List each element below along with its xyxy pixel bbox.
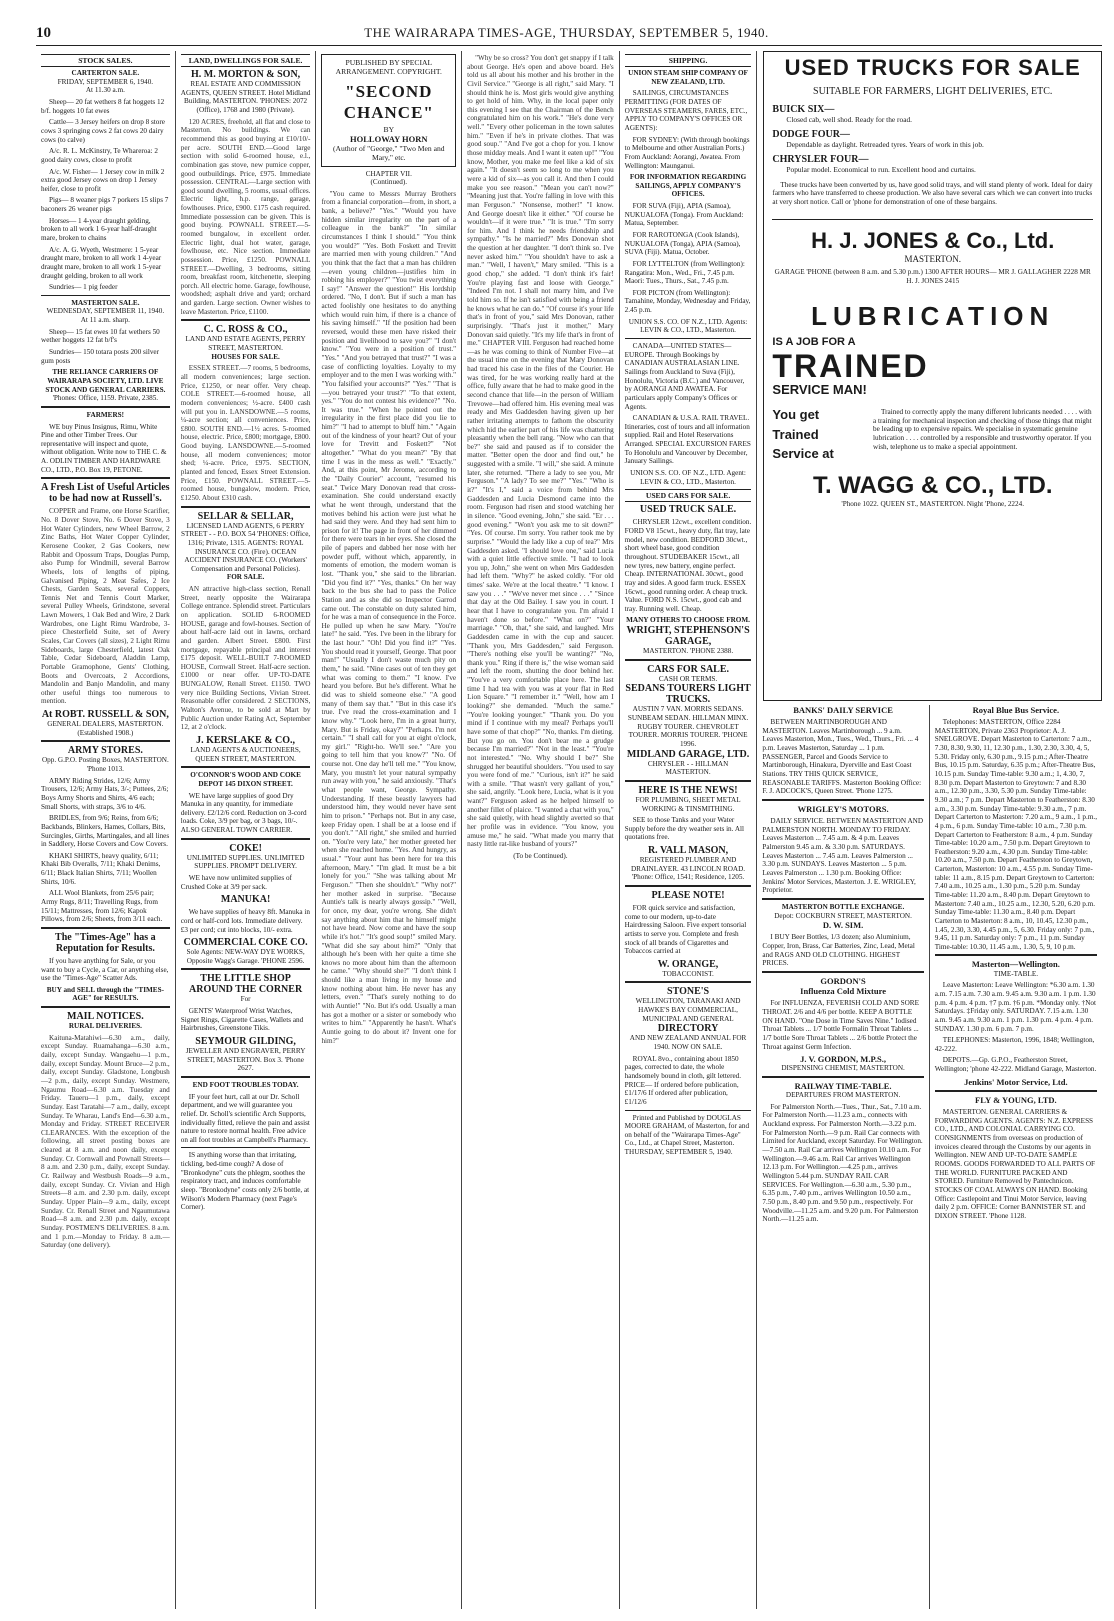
- lubrication-title: LUBRICATION: [811, 301, 1055, 332]
- many-others: MANY OTHERS TO CHOOSE FROM.: [626, 616, 750, 625]
- directory-title: DIRECTORY: [657, 1023, 719, 1035]
- column-stock-sales: [36, 51, 176, 1609]
- manuka-text: We have supplies of heavy 8ft. Manuka in cord or half-cord lots. Immediate delivery. £3 per cord; cut into blocks, 10/- extra.: [180, 908, 310, 934]
- influenza-heading: Influenza Cold Mixture: [800, 986, 886, 997]
- coke-text: WE have now unlimited supplies of Crushed Coke at 3/9 per sack.: [180, 874, 292, 891]
- divider: [762, 898, 923, 900]
- service-man: SERVICE MAN!: [772, 381, 867, 397]
- royal-blue-bus: Royal Blue Bus Service.: [972, 705, 1060, 715]
- coke-heading: COKE!: [229, 842, 262, 854]
- right-lower-right: [930, 705, 1102, 1609]
- column-land-dwellings: [176, 51, 317, 1609]
- mail-notices-text: Kaituna-Matahiwi—6.30 a.m., daily, except Sunday. Ruamahanga—6.30 a.m., daily, except Sunday. Wangaehu—1 p.m., daily, except Sunday. Mount Bruce—2 p.m., daily, except Sunday. Gladstone, Longbush—2 p.m., daily, except Sunday. Westmere, Ngaumu Road—6.30 a.m. Tuesday and Friday. Taueru—1 p.m., daily, except Sunday. East Taratahi—7 a.m., daily, except Sunday. Te Wharau, Land's End—6.30 a.m., Monday and Friday. STREET RECEIVER CLEARANCES. With the exception of the following, all street posting boxes are cleared at 8 a.m. and noon daily, except Sunday. Cr. Cornwall and Pownall Streets—8 a.m. and 2.30 p.m., daily, except Sunday. Cr. Railway and Westbush Roads—9 a.m., daily, except Sunday. Cr. Vivian and High Streets—8 a.m. and 2.30 p.m. daily, except Sunday. Upper Plain—9 a.m., daily, except Sunday. Cr. Renall Street and Ngaumutawa Road—8 a.m. and 2.30 p.m. daily, except Sunday. POSTMEN'S DELIVERIES. 8 a.m. and 1 p.m.—Monday to Friday. 8 a.m.—Saturday (one delivery).: [41, 1033, 170, 1250]
- times-age-text: If you have anything for Sale, or you want to buy a Cycle, a Car, or anything else, use the "Times-Age" Scatter Ads.: [41, 956, 169, 983]
- jones-phones: GARAGE 'PHONE (between 8 a.m. and 5.30 p.m.) 1300 AFTER HOURS— MR J. GALLAGHER 2228 MR H. J. JONES 2415: [774, 267, 1091, 285]
- used-trucks-advert: [763, 51, 1102, 701]
- divider: [41, 295, 170, 296]
- shipping-heading: SHIPPING.: [625, 54, 752, 67]
- wrigleys-motors: WRIGLEY'S MOTORS.: [797, 803, 889, 814]
- buick-heading: BUICK SIX—: [772, 104, 835, 116]
- stones-sub: WELLINGTON, TARANAKI AND HAWKE'S BAY COMMERCIAL, MUNICIPAL AND GENERAL: [635, 997, 741, 1023]
- carterton-date: FRIDAY, SEPTEMBER 6, 1940.: [57, 77, 154, 86]
- times-age-buy: BUY and SELL through the "TIMES-AGE" for RESULTS.: [46, 985, 164, 1003]
- car-list: AUSTIN 7 VAN. MORRIS SEDANS. SUNBEAM SEDAN. HILLMAN MINX. RUGBY TOURER. CHEVROLET TOURER. MORRIS TOURER. 'PHONE 1996.: [627, 705, 749, 748]
- published-by: PUBLISHED BY SPECIAL ARRANGEMENT. COPYRIGHT.: [335, 58, 442, 77]
- printed-by: Printed and Published by DOUGLAS MOORE GRAHAM, of Masterton, for and on behalf of the "Wairarapa Times-Age" Co., Ltd., at Chapel Street, Masterton. THURSDAY, SEPTEMBER 5, 1940.: [624, 1113, 750, 1157]
- gordons-heading: GORDON'S: [820, 975, 866, 986]
- divider: [41, 740, 170, 742]
- right-inner: [757, 51, 1102, 1609]
- union-sailings: SAILINGS, CIRCUMSTANCES PERMITTING (FOR DATES OF OVERSEAS STEAMERS, FARES, ETC., APPLY TO COMPANY'S OFFICES OR AGENTS):: [624, 89, 748, 132]
- railway-timetable: RAILWAY TIME-TABLE.: [794, 1080, 892, 1091]
- serial-title: "SECOND CHANCE": [343, 82, 434, 122]
- kerslake-name: J. KERSLAKE & CO.,: [196, 734, 296, 746]
- divider: [41, 477, 170, 479]
- sellar-listings: AN attractive high-class section, Renall Street, nearly opposite the Wairarapa College entrance. Splendid street. Particulars on application. SOLID 6-ROOMED HOUSE, garage and fowl-houses. Section of about half-acre laid out in lawns, orchard and garden. Albert Street. £800. First mortgage, repayable principal and interest £175 deposit. WELL-BUILT 7-ROOMED HOUSE, Cornwall Street. Half-acre section. £1000 or near offer. UP-TO-DATE BUNGALOW, Renall Street. £1150. TWO very nice Building Sections, Vivian Street. Reasonable offer considered. 2 SECTIONS, Walton's Avenue, to be sold at Mart by Public Auction under Rating Act, September 12, at 2 o'clock.: [180, 585, 311, 732]
- sim-name: D. W. SIM.: [822, 920, 864, 931]
- serial-story-part-2: "Why be so cross? You don't get snappy if I talk about George. He's open and above board. He's told us all about his mother and his brother in the Civil Service." "George is all right," said Mary. "I should think he is. Most girls would give anything to get hold of him. Why, in the local paper only this evening I see that the Chairman of the Bench congratulated him on his work." "He's done very well." "Every other policeman in the town salutes him." "Even if he's in private clothes. That was good soup." "And I've got a chop for you. I know those midday meals. And I want it eaten up!" "You know, Mother, you make me feel like a kid of six again." "It doesn't seem so long to me when you were a kid of six—as you call it. And then I could make you see reason." "Mean you can't now?" "Meaning just that. You're falling in love with this man Ferguson." "Nonsense, mother!" "I know. And George doesn't like it either." "Of course he wouldn't—if it were true." "It is true." "I'm sorry for him. And I think he needs friendship and sympathy." "Is he married?" Mrs Donovan shot the question at her daughter. "I don't think so. I've never asked him." "You shouldn't have to ask a man." "Well, I haven't," Mary smiled. "This is a good chop," she added. "I don't think it's fair! You're playing fast and loose with George." "Indeed I'm not. I shall not marry him, and I've told him so. If he isn't satisfied with being a friend he knows what he can do." "Of course it's your life that's in front of you," said Mrs Donovan, rather surprisingly. "That's just it mother," Mary Donovan said quietly. "It's my life that's in front of me." CHAPTER VIII. Ferguson had reached home—as he was coming to think of Number Five—at the usual time on the evening that Mary Donovan had traced his case in the files of the Courier. He was tired, for he was working really hard at the office, fully aware that he had to make good in the second chance that life—in the person of William Trevowe—had offered him. His evening meal was ready and Mrs Gaddesden having given up her rather irritating attempts to fathom the obscurity which hid the earlier part of his life was chattering pleasantly when the bell rang. "Now who can that be?" she said and paused as if to consider the matter. "Better open the door and find out," he suggested with a smile. "I will," she said. A minute later, she returned. "There a lady to see you, Mr Ferguson." "A lady? To see me?" "Yes." "Who is it?" "It's I," said a voice from behind Mrs Gaddesden and Lucia Desmond came into the room. Ferguson had risen and stood watching her in silence. "Good evening, John," she said. "Er . . . good evening." "Won't you ask me to sit down?" "Yes. Of course. I'm sorry. You rather took me by surprise." "Would the lady like a cup of tea?" Mrs Gaddesden asked. "I should love one," said Lucia with a quiet little effective smile. "I had to look you up, John," she went on when Mrs Gaddesden had left them. "Why?" he asked coldly. "For old times' sake. We're at the local theatre." "I know. I saw you . . ." "We've never met since . . ." "Since that day at the Old Bailey. I saw you in court. I hear that I have to congratulate you. I'm afraid I haven't done so before." "What on?" "Your marriage." "Oh, that," she said, and laughed. Mrs Gaddesden came in with the cup and saucer. "Thank you, Mrs Gaddesden," said Ferguson. "There's nothing else you'll be wanting?" "No, thank you." Ring if there is," the wise woman said and left the room, shutting the door behind her. "You've a very comfortable place here. The last time I had tea with you was at your flat in Red Lion Square." "I remember it." "Well, how am I looking?" she demanded. "Much the same." "You're looking younger." "Thank you. Do you mind if I continue with my meal? Perhaps you'll have some of that chop?" "No, thanks. I'm dieting. But you go on. You don't bear me a grudge because I'm married?" "Not in the least." "You're not interested." "No. Why should I be?" She shrugged her beautiful shoulders. "You used to say you were fond of me." "Curious, isn't it?" he said with a smile. "That wasn't very gallant of you," she said, angrily. "Look here, Lucia, what is it you want?" Ferguson asked as he helped himself to another fillet of plaice. "I wanted a chat with you," she said quietly, with head slightly averted so that her profile was in evidence. "You know, you amuse me," he said. "What made you marry that nasty little rat-like husband of yours?": [467, 54, 614, 849]
- hairdressing-text: FOR quick service and satisfaction, come to our modern, up-to-date Hairdressing Saloon. Five expert tonsorial artists to serve you. Complete and fresh stock of all brands of Cigarettes and Tobaccos carried at: [624, 903, 747, 956]
- carterton-time: At 11.30 a.m.: [85, 86, 125, 95]
- divider: [762, 799, 923, 801]
- right-lower-left: [757, 705, 929, 1609]
- telephones: TELEPHONES: Masterton, 1996, 1848; Wellington, 42-222.: [934, 1036, 1095, 1053]
- fly-young-text: MASTERTON. GENERAL CARRIERS & FORWARDING AGENTS. AGENTS: N.Z. EXPRESS CO., LTD., AND COLONIAL CARRYING CO. CONSIGNMENTS from overseas on production of invoices cleared through the Customs by our agents in Wellington. NEW AND UP-TO-DATE SAMPLE ROOMS. GOODS FORWARDED TO ALL PARTS OF THE WORLD. FURNITURE PACKED AND STORED. Furniture Removed by Pantechnicon. STOCKS OF COAL ALWAYS ON HAND. Booking Office: Castlepoint and Tinui Motor Service, leaving daily 2 p.m. OFFICE: Corner BANNISTER ST. and DIXON STREET. 'Phone 1128.: [934, 1108, 1096, 1220]
- divider: [762, 971, 923, 973]
- union-steam-ship: UNION STEAM SHIP COMPANY OF NEW ZEALAND, LTD.: [628, 69, 748, 86]
- divider: [41, 1006, 170, 1008]
- railway-sub: DEPARTURES FROM MASTERTON.: [785, 1091, 901, 1100]
- directory-text: ROYAL 8vo., containing about 1850 pages, corrected to date, the whole handsomely bound in cloth, gilt lettered. PRICE— If ordered before publication, £1/17/6 If ordered after publication, £1/12/6: [624, 1054, 742, 1106]
- account-wyeth: A/c. A. G. Wyeth, Westmere: 1 5-year draught mare, broken to all work 1 4-year draught mare, broken to all work 1 5-year draught gelding, broken to all work: [41, 245, 162, 280]
- kerslake-sub: LAND AGENTS & AUCTIONEERS, QUEEN STREET, MASTERTON.: [190, 745, 301, 763]
- trained-word: TRAINED: [772, 347, 929, 384]
- time-table-label: TIME-TABLE.: [993, 969, 1039, 978]
- used-trucks-title: USED TRUCKS FOR SALE: [784, 55, 1081, 80]
- jv-gordon-sub: DISPENSING CHEMIST, MASTERTON.: [781, 1064, 905, 1073]
- rarotonga-sailings: FOR RAROTONGA (Cook Islands), NUKUALOFA (Tonga), APIA (Samoa), SUVA (Fiji). Matua, October.: [624, 231, 741, 257]
- to-be-continued: (To be Continued).: [513, 851, 568, 860]
- account-fisher: A/c. W. Fisher— 1 Jersey cow in milk 2 extra good Jersey cows on drop 1 Jersey heifer, close to profit: [41, 167, 165, 193]
- chrysler-desc: Popular model. Economical to run. Excellent hood and curtains.: [786, 164, 976, 174]
- little-shop-heading: THE LITTLE SHOP AROUND THE CORNER: [189, 973, 303, 996]
- divider: [181, 1147, 311, 1148]
- sydney-sailings: FOR SYDNEY: (With through bookings to Melbourne and other Australian Ports.) From Auckland: Aorangi, Awatea. From Wellington: Maunganui.: [624, 135, 750, 170]
- account-mckinstry: A/c. R. L. McKinstry, Te Whareroa: 2 good dairy cows, close to profit: [41, 147, 158, 164]
- jones-name: H. J. JONES & Co., Ltd.: [772, 219, 1093, 254]
- sellar-name: SELLAR & SELLAR,: [197, 510, 294, 522]
- stock-sales-heading: STOCK SALES.: [41, 54, 170, 67]
- bridles-text: BRIDLES, from 9/6; Reins, from 6/6; Backbands, Blinkers, Hames, Collars, Bits, Surcingles, Girths, Martingales, and all lines in Saddlery, Horse Covers and Cow Covers.: [41, 814, 170, 849]
- sedans-tourers: SEDANS TOURERS LIGHT TRUCKS.: [625, 683, 751, 706]
- houses-heading: HOUSES FOR SALE.: [211, 352, 280, 361]
- railway-text: For Palmerston North.—Tues., Thur., Sat., 7.10 a.m. For Palmerston North.—11.23 a.m., connects with Auckland express. For Palmerston North.—3.22 p.m. For Palmerston North.—9 p.m. Rail Car connects with Limited for Auckland, except Saturday. For Wellington.—7.50 a.m. Rail Car arrives Wellington 10.10 a.m. For Wellington.—9.46 a.m. Rail Car arrives Wellington 12.13 p.m. For Wellington.—4.25 p.m., arrives Wellington 5.44 p.m. SUNDAY RAIL CAR SERVICES. For Wellington.—6.30 a.m., 5.30 p.m., 6.35 p.m., 7.40 p.m., arrives Wellington 10.50 a.m., 7.50 p.m., 8.40 p.m. and 9.50 p.m., respectively. For Woodville.—11.25 a.m. and 9.20 p.m. For Palmerston North.—11.25 a.m.: [762, 1102, 923, 1224]
- page-number: 10: [36, 25, 51, 41]
- buick-desc: Closed cab, well shod. Ready for the road.: [786, 115, 913, 125]
- khaki-text: KHAKI SHIRTS, heavy quality, 6/11; Khaki Bib Overalls, 7/11; Khaki Denims, 6/11; Black Italian Shirts, 7/11; Woollen Shirts, 10/6.: [41, 851, 161, 886]
- divider: [41, 927, 170, 929]
- gilding-name: SEYMOUR GILDING,: [195, 1036, 296, 1048]
- lubrication-text: Trained to correctly apply the many different lubricants needed . . . . with a training for mechanical inspection and checking of those things that might be leading up to expensive repairs. We specialise in systematic genuine lubrication . . . . controlled by a responsible and trustworthy operator. If you wish, telephone us to make a special appointment.: [873, 408, 1092, 451]
- masterton-wellington-times: Leave Masterton: Leave Wellington: *6.30 a.m. 1.30 a.m. 7.15 a.m. 7.30 a.m. 9.45 a.m. 9.30 a.m. 1 p.m. 1.30 p.m. 4 p.m. 4 p.m. †7 p.m. †6 p.m. *Monday only. †Not Saturdays. ‡Friday only. SATURDAY. 7.15 a.m. 1.30 a.m. 9.45 a.m. 9.30 a.m. 1 p.m. 1.30 p.m. 4 p.m. 4 p.m. SUNDAY. 1.30 p.m. 6 p.m. 7 p.m.: [934, 981, 1096, 1033]
- land-heading: LAND, DWELLINGS FOR SALE.: [181, 54, 311, 67]
- column-serial-1: [316, 51, 462, 1609]
- divider: [625, 659, 752, 661]
- mail-notices-heading: MAIL NOTICES.: [67, 1011, 144, 1023]
- rural-deliveries-heading: RURAL DELIVERIES.: [68, 1022, 142, 1031]
- russell-name: At ROBT. RUSSELL & SON,: [41, 709, 169, 721]
- serial-author: HOLLOWAY HORN: [350, 134, 428, 145]
- manuka-heading: MANUKA!: [220, 894, 271, 906]
- farmers-text: WE buy Pinus Insignus, Rimu, White Pine and other Timber Trees. Our representative will inspect and quote, without obligation. Write now to THE C. & A. ODLIN TIMBER AND HARDWARE CO., LTD., P.O. Box 19, PETONE.: [41, 422, 167, 474]
- wright-sub: MASTERTON. 'PHONE 2388.: [642, 647, 734, 656]
- lubrication-body: [772, 405, 1093, 464]
- cattle-list: Cattle— 3 Jersey heifers on drop 8 store cows 3 springing cows 2 fat cows 20 dairy cows (to calve): [41, 118, 165, 144]
- divider: [625, 1110, 752, 1111]
- masterton-wellington: Masterton—Wellington.: [971, 959, 1060, 970]
- morton-name: H. M. MORTON & SON,: [191, 69, 301, 81]
- masterton-time: At 11 a.m. sharp.: [80, 316, 130, 325]
- used-trucks-subtitle: SUITABLE FOR FARMERS, LIGHT DELIVERIES, ETC.: [813, 86, 1053, 98]
- army-stores-sub: Opp. G.P.O. Posting Boxes, MASTERTON. 'Phone 1013.: [41, 756, 169, 774]
- divider: [935, 1090, 1097, 1092]
- masterton-date: WEDNESDAY, SEPTEMBER 11, 1940.: [46, 307, 165, 316]
- cash-or-terms: CASH OR TERMS.: [658, 674, 718, 683]
- oconnor-heading: O'CONNOR'S WOOD AND COKE DEPOT 145 DIXON STREET.: [190, 771, 301, 788]
- used-truck-sale: USED TRUCK SALE.: [639, 504, 737, 516]
- suva-sailings: FOR SUVA (Fiji), APIA (Samoa), NUKUALOFA (Tonga). From Auckland: Matua, September.: [624, 202, 744, 228]
- reliance-phone: 'Phones: Office, 1159. Private, 2385.: [52, 394, 159, 403]
- divider: [625, 885, 752, 887]
- midland-garage: MIDLAND GARAGE, LTD.: [626, 748, 750, 760]
- army-text: ARMY Riding Strides, 12/6; Army Trousers, 12/6; Army Hats, 3/-; Puttees, 2/6; Boys Army Shorts and Shirts, 4/6 each; Small Shorts, with straps, 3/6 to 4/6.: [41, 776, 169, 811]
- midland-sub: CHRYSLER - - HILLMAN MASTERTON.: [647, 759, 729, 777]
- bottle-exchange: MASTERTON BOTTLE EXCHANGE.: [781, 902, 905, 911]
- blankets-text: ALL Wool Blankets, from 25/6 pair; Army Rugs, 8/11; Travelling Rugs, from 15/11; Mattresses, from 12/6; Kapok Pillows, from 2/6; Sheets, from 3/11 each.: [41, 889, 163, 924]
- lyttelton-sailings: FOR LYTTELTON (from Wellington): Rangatira: Mon., Wed., Fri., 7.45 p.m. Maori: Tues., Thurs., Sat., 7.45 p.m.: [624, 259, 745, 286]
- jv-gordon: J. V. GORDON, M.P.S.,: [800, 1054, 886, 1065]
- gordons-text: For INFLUENZA, FEVERISH COLD AND SORE THROAT. 2/6 and 4/6 per bottle. KEEP A BOTTLE ON HAND. "One Dose in Time Saves Nine." Iodised Throat Tablets ... 1/7 bottle Formalin Throat Tablets ... 1/7 bottle Sore Throat Tablets ... 2/6 bottle Protect the Throat against Germ Infection.: [762, 999, 919, 1051]
- masterton-sale-heading: MASTERTON SALE.: [71, 298, 140, 307]
- divider: [181, 838, 311, 840]
- bronkodyne-text: IS anything worse than that irritating, tickling, bed-time cough? A dose of "Bronkodyne" cuts the phlegm, soothes the respiratory tract, and induces comfortable sleep. "Bronkodyne" costs only 2/6 bottle, at Wilson's Modern Pharmacy (next Page's Corner).: [180, 1151, 310, 1212]
- picton-sailings: FOR PICTON (from Wellington): Tamahine, Monday, Wednesday and Friday, 2.45 p.m.: [624, 288, 751, 315]
- dodge-heading: DODGE FOUR—: [772, 129, 850, 141]
- dodge-desc: Dependable as daylight. Retreaded tyres. Years of work in this job.: [786, 140, 984, 150]
- trucks-note: These trucks have been converted by us, have good solid trays, and will stand plenty of work. Ideal for dairy farmers who have transferred to cheese production. We also have several cars which we can convert into trucks at very short notice. Call or 'phone for demonstration of one of these bargains.: [772, 180, 1093, 207]
- ross-name: C. C. ROSS & CO.,: [203, 324, 288, 336]
- royal-blue-text: Telephones: MASTERTON, Office 2284 MASTERTON, Private 2363 Proprietor: A. J. SNELGROVE. Depart Masterton to Carterton: 7 a.m., 7.30, 8.30, 9.30, 11, 12.30 p.m., 1.30, 2.30, 3.30, 4, 5, 5.30. Friday only, 6.30 p.m., 9.15 p.m.; After-Theatre Bus, 10.15 p.m. Saturday, 6.35 p.m.; After-Theatre Bus, 10.15 p.m. Sunday Time-table: 9.30 a.m.; 1, 4.30, 7, 8.30 p.m. Depart Masterton to Greytown: 7 and 8.30 a.m., 12.30 p.m., 3.30, 5.30 p.m. Sunday Time-table: 9.30 a.m.; 7 p.m. Depart Masterton to Featherston: 8.30 a.m., 3.30 p.m. Sunday Time-table: 9.30 a.m., 7 p.m. Depart Carterton to Masterton: 7.20 a.m., 9 a.m., 1 p.m., 4 p.m., 6 p.m. Sunday Time-table: 10 a.m., 7.30 p.m. Depart Carterton to Featherston: 8 a.m., 4 p.m. Sunday Time-table: 10.20 a.m., 7.50 p.m. Depart Greytown to Featherston: 9.20 a.m., 4.30 p.m. Sunday Time-table: 10.20 a.m., 7.50 p.m. Depart Featherston to Greytown, Carterton, Masterton: 10 a.m., 4.55 p.m. Sunday Time-table: 11 a.m., 8.15 p.m. Depart Greytown to Carterton: 7.40 a.m., 10.25 a.m., 1.30 p.m., 5.20 p.m. Sunday Time-table: 11.20 a.m., 8.40 p.m. Depart Greytown to Masterton: 7.40 a.m., 10.25 a.m., 12.30, 5.20, 6.20 p.m. Sunday Time-table: 11.30 a.m., 8.40 p.m. Depart Carterton to Masterton: 8 a.m., 10, 10.45, 12.30 p.m., 1.45, 2.30, 3.30, 4.45 p.m., 5, 6.30. Friday only: 7 p.m., 9.45, 11 p.m. Saturday only: 7 p.m., 11 p.m. Sunday Time-table: 10.30, 11.45 a.m., 1.30, 5, 9, 10 p.m.: [934, 718, 1098, 951]
- divider: [181, 766, 311, 768]
- divider: [762, 1076, 923, 1078]
- used-truck-list: CHRYSLER 12cwt., excellent condition. FORD V8 15cwt., heavy duty, flat tray, late model, new condition. BEDFORD 30cwt., short wheel base, good condition throughout. STUDEBAKER 15cwt., all new tyres, new battery, engine perfect. Cheap. INTERNATIONAL 30cwt., good tray and sides. A good farm truck. ESSEX 16cwt., good running order. A cheap truck. Value. FORD N.S. 15cwt., good cab and tray. Running well. Cheap.: [624, 518, 752, 613]
- right-advert-block: [757, 51, 1102, 1609]
- morton-sub: REAL ESTATE AND COMMISSION AGENTS, QUEEN STREET. Hotel Midland Building, MASTERTON. 'PHONES: 2072 (Office), 1768 and 1980 (Private).: [180, 80, 311, 115]
- little-shop-text: GENTS' Waterproof Wrist Watches, Signet Rings, Cigarette Cases, Wallets and Hairbrushes, Greenstone Tikis.: [180, 1007, 304, 1033]
- please-note: PLEASE NOTE!: [651, 889, 725, 901]
- for-sale-heading: FOR SALE.: [226, 573, 265, 582]
- canada-sailings: CANADA—UNITED STATES—EUROPE. Through Bookings by CANADIAN AUSTRALASIAN LINE. Sailings from Auckland to Suva (Fiji), Honolulu, Victoria (B.C.) and Vancouver, by AORANGI AND AWATEA. For particulars apply Company's Offices or Agents.: [624, 342, 745, 411]
- divider: [181, 968, 311, 970]
- fresh-list-text: COPPER and Frame, one Horse Scarifier, No. 8 Dover Stove, No. 6 Dover Stove, 3 Hot Water Cylinders, new Wheel Barrow, 2 Zinc Baths, Hot Water Copper Cylinder, Kerosene Cooker, 2 Gas Cookers, new Rabbit and Opossum Traps, Douglas Pump, also Pump for Windmill, several Barrow Wheels, lots of lengths of piping, Galvanised Piping, 2 Meat Safes, 2 Ice Chests, Garden Seats, several Coppers, Tennis Net and Tennis Court Marker, several Pulley Wheels, Grindstone, several Lawn Mowers, 1 Oak Bed and Wire, 2 Dark Wardrobes, one Light Rimu Wardrobe, 3-piece Chesterfield Suite, set of Avery Scales, Car Covers (all sizes), 2 Light Rimu Sideboards, large Chesterfield, latest Oak Table, Cedar Sideboard, Aladdin Lamp, Portable Gramophone, Gents' Clothing, Boots and Overcoats, 2 Accordions, Mandolin and Banjo Mandolin, and many other useful things too numerous to mention.: [41, 507, 170, 706]
- army-stores-heading: ARMY STORES.: [67, 745, 143, 757]
- foot-troubles-text: IF your feet hurt, call at our Dr. Scholl department, and we will guarantee you relief. Dr. Scholl's scientific Arch Supports, individually fitted, relieve the pain and assist nature to restore normal health. Free advice on all foot troubles at Campbell's Pharmacy.: [180, 1092, 310, 1144]
- oconnor-text: WE have large supplies of good Dry Manuka in any quantity, for immediate delivery. £2/12/6 cord. Reduction on 3-cord loads. Coke, 3/9 per bag, or 3 bags, 10/-. ALSO GENERAL TOWN CARRIER.: [180, 791, 307, 835]
- serial-by: BY: [383, 125, 395, 134]
- reliance-carriers: THE RELIANCE CARRIERS OF WAIRARAPA SOCIETY, LTD. LIVE STOCK AND GENERAL CARRIERS.: [45, 368, 166, 394]
- serial-title-box: [321, 54, 456, 167]
- wright-stephenson: WRIGHT, STEPHENSON'S GARAGE,: [626, 625, 750, 648]
- banks-text: BETWEEN MARTINBOROUGH AND MASTERTON. Leaves Martinborough ... 9 a.m. Leaves Masterton, Mon., Tues., Wed., Thurs., Fri. ... 4 p.m. Leaves Masterton, Saturday ... 1 p.m. PASSENGER, Parcel and Goods Service to Martinborough, Hinakura, Dyerville and East Coast Stations. TRY THIS QUICK SERVICE, REASONABLE TARIFFS. Masterton Booking Office: F. J. ADCOCK'S, Queen Street. 'Phone 1275.: [762, 718, 922, 796]
- column-serial-2: [462, 51, 620, 1609]
- commercial-coke-name: COMMERCIAL COKE CO.: [183, 937, 308, 949]
- times-age-heading: The "Times-Age" has a Reputation for Results.: [55, 931, 156, 954]
- union-agents-2: UNION S.S. CO. OF N.Z., LTD. Agent: LEVIN & CO., LTD., Masterton.: [630, 469, 746, 486]
- russell-sub: GENERAL DEALERS, MASTERTON. (Established 1908.): [47, 720, 164, 737]
- cars-for-sale: CARS FOR SALE.: [647, 663, 730, 675]
- columns: [36, 51, 1102, 1609]
- divider: [41, 406, 170, 408]
- orange-sub: TOBACCONIST.: [662, 969, 714, 978]
- you-get-trained: You get Trained Service at: [772, 407, 834, 462]
- orange-name: W. ORANGE,: [657, 958, 719, 970]
- plumbing-sub: FOR PLUMBING, SHEET METAL WORKING & TINSMITHING.: [635, 795, 741, 813]
- information-note: FOR INFORMATION REGARDING SAILINGS, APPLY COMPANY'S OFFICES.: [629, 173, 747, 199]
- divider: [181, 319, 311, 321]
- coke-sub: UNLIMITED SUPPLIES. UNLIMITED SUPPLIES. PROMPT DELIVERY.: [186, 853, 305, 871]
- chrysler-heading: CHRYSLER FOUR—: [772, 153, 869, 165]
- rail-travel: CANADIAN & U.S.A. RAIL TRAVEL. Itineraries, cost of tours and all information supplied. Rail and Hotel Reservations Arranged. SPECIAL EXCURSION FARES To Honolulu and Vancouver by December, January Sailings.: [624, 414, 751, 466]
- fly-young: FLY & YOUNG, LTD.: [975, 1094, 1057, 1105]
- banks-daily-service: BANKS' DAILY SERVICE: [793, 705, 893, 715]
- wrigleys-text: DAILY SERVICE. BETWEEN MASTERTON AND PALMERSTON NORTH. MONDAY TO FRIDAY. Leaves Masterton ... 7.45 a.m. & 4 p.m. Leaves Palmerston 9.45 a.m. & 3.30 p.m. SATURDAYS. Leaves Masterton ... 7.45 a.m. Leaves Palmerston ... 3.30 p.m. SUNDAYS. Leaves Masterton ... 5 p.m. Leaves Palmerston ... 1.30 p.m. Booking Office: Jenkins' Motor Services, Masterton. J. E. WRIGLEY, Proprietor.: [762, 817, 924, 895]
- depots: DEPOTS.—Gp. G.P.O., Featherston Street, Wellington; 'phone 42-222. Midland Garage, Masterton.: [934, 1056, 1097, 1074]
- union-agents: UNION S.S. CO. OF N.Z., LTD. Agents: LEVIN & CO., LTD., Masterton.: [628, 317, 748, 335]
- horses-list: Horses— 1 4-year draught gelding, broken to all work 1 6-year half-draught mare, broken to chains: [41, 216, 157, 242]
- divider: [625, 338, 752, 339]
- commercial-coke-sub: Sole Agents: NEW-WAY DYE WORKS, Opposite Wagg's Garage. 'PHONE 2596.: [186, 948, 305, 965]
- masthead: [36, 24, 1102, 46]
- foot-troubles-heading: END FOOT TROUBLES TODAY.: [192, 1080, 299, 1089]
- morton-listings: 120 ACRES, freehold, all flat and close to Masterton. No buildings. We can recommend this as good buying at £10/10/- per acre. SOUTH END.—Good large section with solid 6-roomed house, e.l., combination gas stove, new pumice copper, good outbuildings. Price, £975. Immediate possession. CENTRAL—Large section with good sound dwelling, 5 rooms, usual offices. Electric light, h.p. range, garage, fowlhouses. Price, £900. £175 cash required. Immediate possession can be given. This is good buying. POWNALL STREET.—5-roomed bungalow, in excellent order. Electric light, dual hot water, garage, fowlhouse, etc. Nice section. Immediate possession. Price, £1250. POWNALL STREET.—Dwelling, 3 bedrooms, sitting room, breakfast room, kitchenette, sleeping porch. All electric home. Garage, fowlhouse, woodshed; asphalt drive and yard; orchard and garden. Large section. Owner wishes to leave Masterton. Price, £1100.: [180, 117, 311, 316]
- divider: [625, 981, 752, 983]
- used-cars-heading: USED CARS FOR SALE.: [625, 489, 752, 502]
- serial-author-note: (Author of "George," "Two Men and Mary," etc.: [333, 144, 445, 163]
- sim-text: I BUY Beer Bottles, 1/3 dozen; also Aluminium, Copper, Iron, Brass, Car Batteries, Zinc, Lead, Metal and RAGS AND OLD CLOTHING. HIGHEST PRICES.: [762, 933, 915, 968]
- wagg-phone: 'Phone 1022. QUEEN ST., MASTERTON. Night 'Phone, 2224.: [841, 500, 1024, 509]
- divider: [181, 1076, 311, 1078]
- continued-label: (Continued).: [370, 178, 408, 187]
- newspaper-title: THE WAIRARAPA TIMES-AGE, THURSDAY, SEPTEMBER 5, 1940.: [364, 25, 769, 40]
- serial-story-part-1: "You came to Messrs Murray Brothers from a financial corporation—from, in short, a bank, a believe?" "Yes." "Would you have hidden similar irregularity on the part of a colleague in the bank?" "In similar circumstances I think I should." "You think you would?" "Yes. Both Foskett and Trevitt are married men with young children." "And you think that the fact that a man has children—even young children—justifies him in robbing his employer?" "You twist everything I say!" "Answer the question!" His lordship ordered. "No, I don't. But if such a man has acted foolishly one hesitates to do anything which would ruin him, if there is a chance of his saving himself." "If the position had been reversed, would these men have risked their position and livelihood to save you?" "I don't know." "You were in a position of trust." "Yes." "And you betrayed that trust?" "I was a case of conflicting loyalties. Loyalty to my employer and to the men I was working with." "You falsified your accounts?" "Yes." "That is—you betrayed your trust?" "To that extent, yes." "You do not contest his evidence?" "No. It was true." "When he pointed out the irregularity in the first place did you lie to him?" "I had to attempt to bluff him." "Again out of the kindness of your heart? Out of your love for Trevitt and Foskett?" "Not altogether." "What do you mean?" "By that time I was in the mess as well." "Exactly." And, at this point, Mr Jerome, according to the "Daily Courier" account, "resumed his seat." Twice Mary Donovan read that cross-examination. She could understand exactly what he went through, understand that the motives behind his action were just what he had said they were. And they had sent him to prison for it! The page in front of her dimmed for there were tears in her eyes. She closed the pile of papers and dabbed her nose with her powder puff, without which, apparently, in moments of emotion, the modern woman is lost. "Thank you," she said to the librarian. "Did you find it?" "Yes, thanks." On her way back to the bus she had to pass the Police Station and as she did so Inspector Garrod came out. The constable on duty saluted him, for he was a man of consequence in the Force. He pulled up when he saw Mary. "You're late!" he said. "Yes. I've been in the library for the last hour." "Oh! Did you find it?" "Yes. You should read it yourself, George. That poor man!" "Usually I don't waste much pity on them," he said. "Nine cases out of ten they get what was coming to them." "I know. I've heard you before. But he's different. What he did was to shield someone else." "A good many of them say that." "But in this case it's true. I've read the cross-examination and I know why." "Look here, I'm in a great hurry, Mary. But is Friday, okay?" "Perhaps. I'm not certain." "I shall call for you at eight o'clock, my girl." "Right-ho. We'll see." "Are you going to tell him that you know?" "No. Of course not. One day he'll tell me." "You know, Mary, you mustn't let your natural sympathy run away with you," he said anxiously. "That's what people want, George. Sympathy. Understanding. If these beastly lawyers had understood him, they would never have sent him to prison." "Perhaps not. But in any case, keep Friday open. I shall be at a loose end if you don't." "All right," she smiled and hurried on. "You're very late," her mother greeted her when she reached home. "Yes. And hungry, as usual." "Your aunt has been here for tea this afternoon, Mary." "I'm glad. It must be a bit lonely for you." "She was talking about Mr Ferguson." "Then she shouldn't." "Why not?" her mother asked in surprise. "Because Auntie's talk is nearly always gossip." "Well, for once, my dear, you're wrong. She didn't say anything about him that he himself might not have heard. Now come and have the soup while it's hot." "It's good soup!" smiled Mary. "What did she say about him?" "Only that although he's been with her quite a time she knows no more about him than the afternoon he came." "Why should she?" "I don't think I should like a man living in my house and know nothing about him. He never has any letters, even." "That's surely nothing to do with Auntie!" "No. But it's odd. Usually a man has got a mother or a sister or somebody who writes to him." "Apparently he hasn't. What's Auntie going to do about it? Invent one for him?": [321, 189, 457, 1045]
- sundries-list: Sundries— 1 pig feeder: [49, 283, 118, 292]
- column-shipping-cars: [620, 51, 758, 1609]
- divider: [625, 780, 752, 782]
- sellar-sub: LICENSED LAND AGENTS, 6 PERRY STREET - - P.O. BOX 54 'PHONES: Office, 1316; Private, 1315. AGENTS: ROYAL INSURANCE CO. (Fire). OCEAN ACCIDENT INSURANCE CO. (Workers' Compensation and Personal Policies).: [180, 521, 311, 573]
- ross-listings: ESSEX STREET.—7 rooms, 5 bedrooms, all modern conveniences; large section. Price, £1250, or near offer. Very cheap. COLE STREET.—6-roomed house, all modern conveniences; ½-acre. £400 cash will put you in. LANSDOWNE.—5 rooms, ¼-acre section; all conveniences. Price, £800. SOUTH END.—1½ acres. 5-roomed house, electric. Price, £800; mortgage, £800. Good buying. LANSDOWNE.—5-roomed house, all modern conveniences; motor shed; ¼-acre. Price, £975. SECTION, planted and fenced, Essex Street Extension. Price, £150. POWNALL STREET.—5-roomed house, bungalow, modern. Price, £1250. About £310 cash.: [180, 364, 311, 502]
- stones-name: STONE'S: [667, 986, 710, 998]
- ross-sub: LAND AND ESTATE AGENTS, PERRY STREET, MASTERTON.: [185, 335, 306, 353]
- farmers-heading: FARMERS!: [86, 410, 125, 419]
- for-label: For: [240, 995, 251, 1004]
- gilding-sub: JEWELLER AND ENGRAVER, PERRY STREET, MASTERTON. Box 3. 'Phone 2627.: [185, 1047, 306, 1073]
- job-for-a: IS A JOB FOR A: [772, 336, 856, 349]
- divider: [181, 506, 311, 508]
- fresh-list-heading: A Fresh List of Useful Articles to be had now at Russell's.: [41, 482, 170, 505]
- jenkins-motor-service: Jenkins' Motor Service, Ltd.: [964, 1076, 1068, 1087]
- right-lower-columns: [757, 705, 1102, 1609]
- vall-mason-sub: REGISTERED PLUMBER AND DRAINLAYER. 43 LINCOLN ROAD. 'Phone: Office, 1541; Residence, 1205.: [630, 856, 746, 882]
- sheep-list: Sheep— 20 fat wethers 8 fat hoggets 12 b/f. hoggets 10 fat ewes: [41, 98, 165, 115]
- sundries-list-2: Sundries— 150 totara posts 200 silver gum posts: [41, 348, 159, 365]
- wagg-name: T. WAGG & CO., LTD.: [812, 471, 1053, 499]
- bottle-depot: Depot: COCKBURN STREET, MASTERTON.: [774, 911, 912, 920]
- jones-sub: MASTERTON.: [904, 254, 961, 265]
- sheep-list-2: Sheep— 15 fat ewes 10 fat wethers 50 wether hoggets 12 fat b/f's: [41, 327, 160, 345]
- chapter-heading: CHAPTER VII.: [365, 169, 412, 178]
- carterton-sale-heading: CARTERTON SALE.: [71, 69, 140, 78]
- here-is-the-news: HERE IS THE NEWS!: [638, 784, 738, 796]
- tanks-text: SEE to those Tanks and your Water Supply before the dry weather sets in. All quotations free.: [624, 816, 745, 842]
- vall-mason: R. VALL MASON,: [647, 845, 729, 857]
- directory-sub: AND NEW ZEALAND ANNUAL FOR 1940. NOW ON SALE.: [629, 1034, 747, 1052]
- divider: [935, 954, 1097, 956]
- pigs-list: Pigs— 8 weaner pigs 7 porkers 15 slips 7 baconers 26 weaner pigs: [41, 196, 169, 214]
